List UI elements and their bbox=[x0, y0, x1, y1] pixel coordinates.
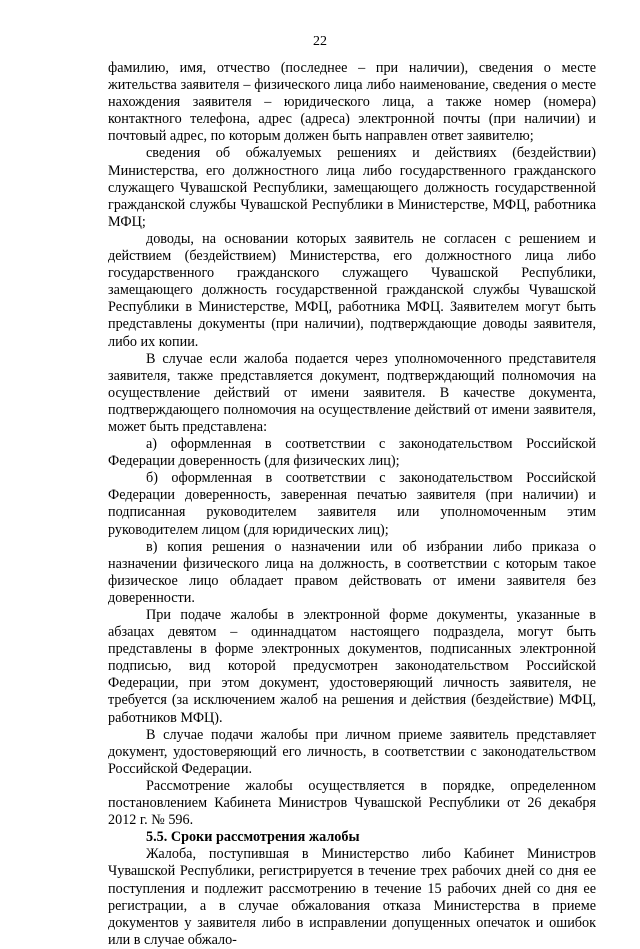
paragraph-item-c: в) копия решения о назначении или об избрании либо приказа о назначении физического лица на должность, в соответствии с которым такое физическое лицо обладает правом действовать от имени заявителя без доверенности. bbox=[108, 538, 596, 606]
paragraph-arguments: доводы, на основании которых заявитель не согласен с решением и действием (бездействием) Министерства, его должностного лица либо государственного гражданского служащего Чувашской Республики, замещающего должность государственной гражданской службы Чувашской Республики в Министерстве, МФЦ, работника МФЦ. Заявителем могут быть представлены документы (при наличии), подтверждающие доводы заявителя, либо их копии. bbox=[108, 230, 596, 350]
section-heading: 5.5. Сроки рассмотрения жалобы bbox=[146, 829, 360, 846]
paragraph-item-b: б) оформленная в соответствии с законодательством Российской Федерации доверенность, заверенная печатью заявителя (при наличии) и подписанная руководителем заявителя или уполномоченным этим руководителем лицом (для юридических лиц); bbox=[108, 470, 596, 538]
paragraph-applicant-details: фамилию, имя, отчество (последнее – при наличии), сведения о месте жительства заявителя – физического лица либо наименование, сведения о месте нахождения заявителя – юридического лица, а также номер (номера) контактного телефона, адрес (адреса) электронной почты (при наличии) и почтовый адрес, по которым должен быть направлен ответ заявителю; bbox=[108, 60, 596, 145]
paragraph-appealed-decisions: сведения об обжалуемых решениях и действиях (бездействии) Министерства, его должностного лица либо государственного гражданского служащего Чувашской Республики, замещающего должность государственной гражданской службы Чувашской Республики в Министерстве, МФЦ, работника МФЦ; bbox=[108, 145, 596, 230]
paragraph-review-procedure: Рассмотрение жалобы осуществляется в порядке, определенном постановлением Кабинета Министров Чувашской Республики от 26 декабря 2012 г. № 596. bbox=[108, 777, 596, 829]
paragraph-review-terms: Жалоба, поступившая в Министерство либо Кабинет Министров Чувашской Республики, регистрируется в течение трех рабочих дней со дня ее поступления и подлежит рассмотрению в течение 15 рабочих дней со дня ее регистрации, а в случае обжалования отказа Министерства в приеме документов у заявителя либо в исправлении допущенных опечаток и ошибок или в случае обжало- bbox=[108, 846, 596, 948]
paragraph-electronic-submission: При подаче жалобы в электронной форме документы, указанные в абзацах девятом – одиннадцатом настоящего подраздела, могут быть представлены в форме электронных документов, подписанных электронной подписью, вид которой предусмотрен законодательством Российской Федерации, при этом документ, удостоверяющий личность заявителя, не требуется (за исключением жалоб на решения и действия (бездействие) МФЦ, работников МФЦ). bbox=[108, 607, 596, 726]
page-number: 22 bbox=[313, 34, 327, 49]
paragraph-item-a: а) оформленная в соответствии с законодательством Российской Федерации доверенность (для физических лиц); bbox=[108, 436, 596, 470]
paragraph-personal-submission: В случае подачи жалобы при личном приеме заявитель представляет документ, удостоверяющий его личность, в соответствии с законодательством Российской Федерации. bbox=[108, 726, 596, 777]
paragraph-representative: В случае если жалоба подается через уполномоченного представителя заявителя, также представляется документ, подтверждающий полномочия на осуществление действий от имени заявителя. В качестве документа, подтверждающего полномочия на осуществление действий от имени заявителя, может быть представлена: bbox=[108, 350, 596, 435]
document-body bbox=[108, 60, 596, 949]
